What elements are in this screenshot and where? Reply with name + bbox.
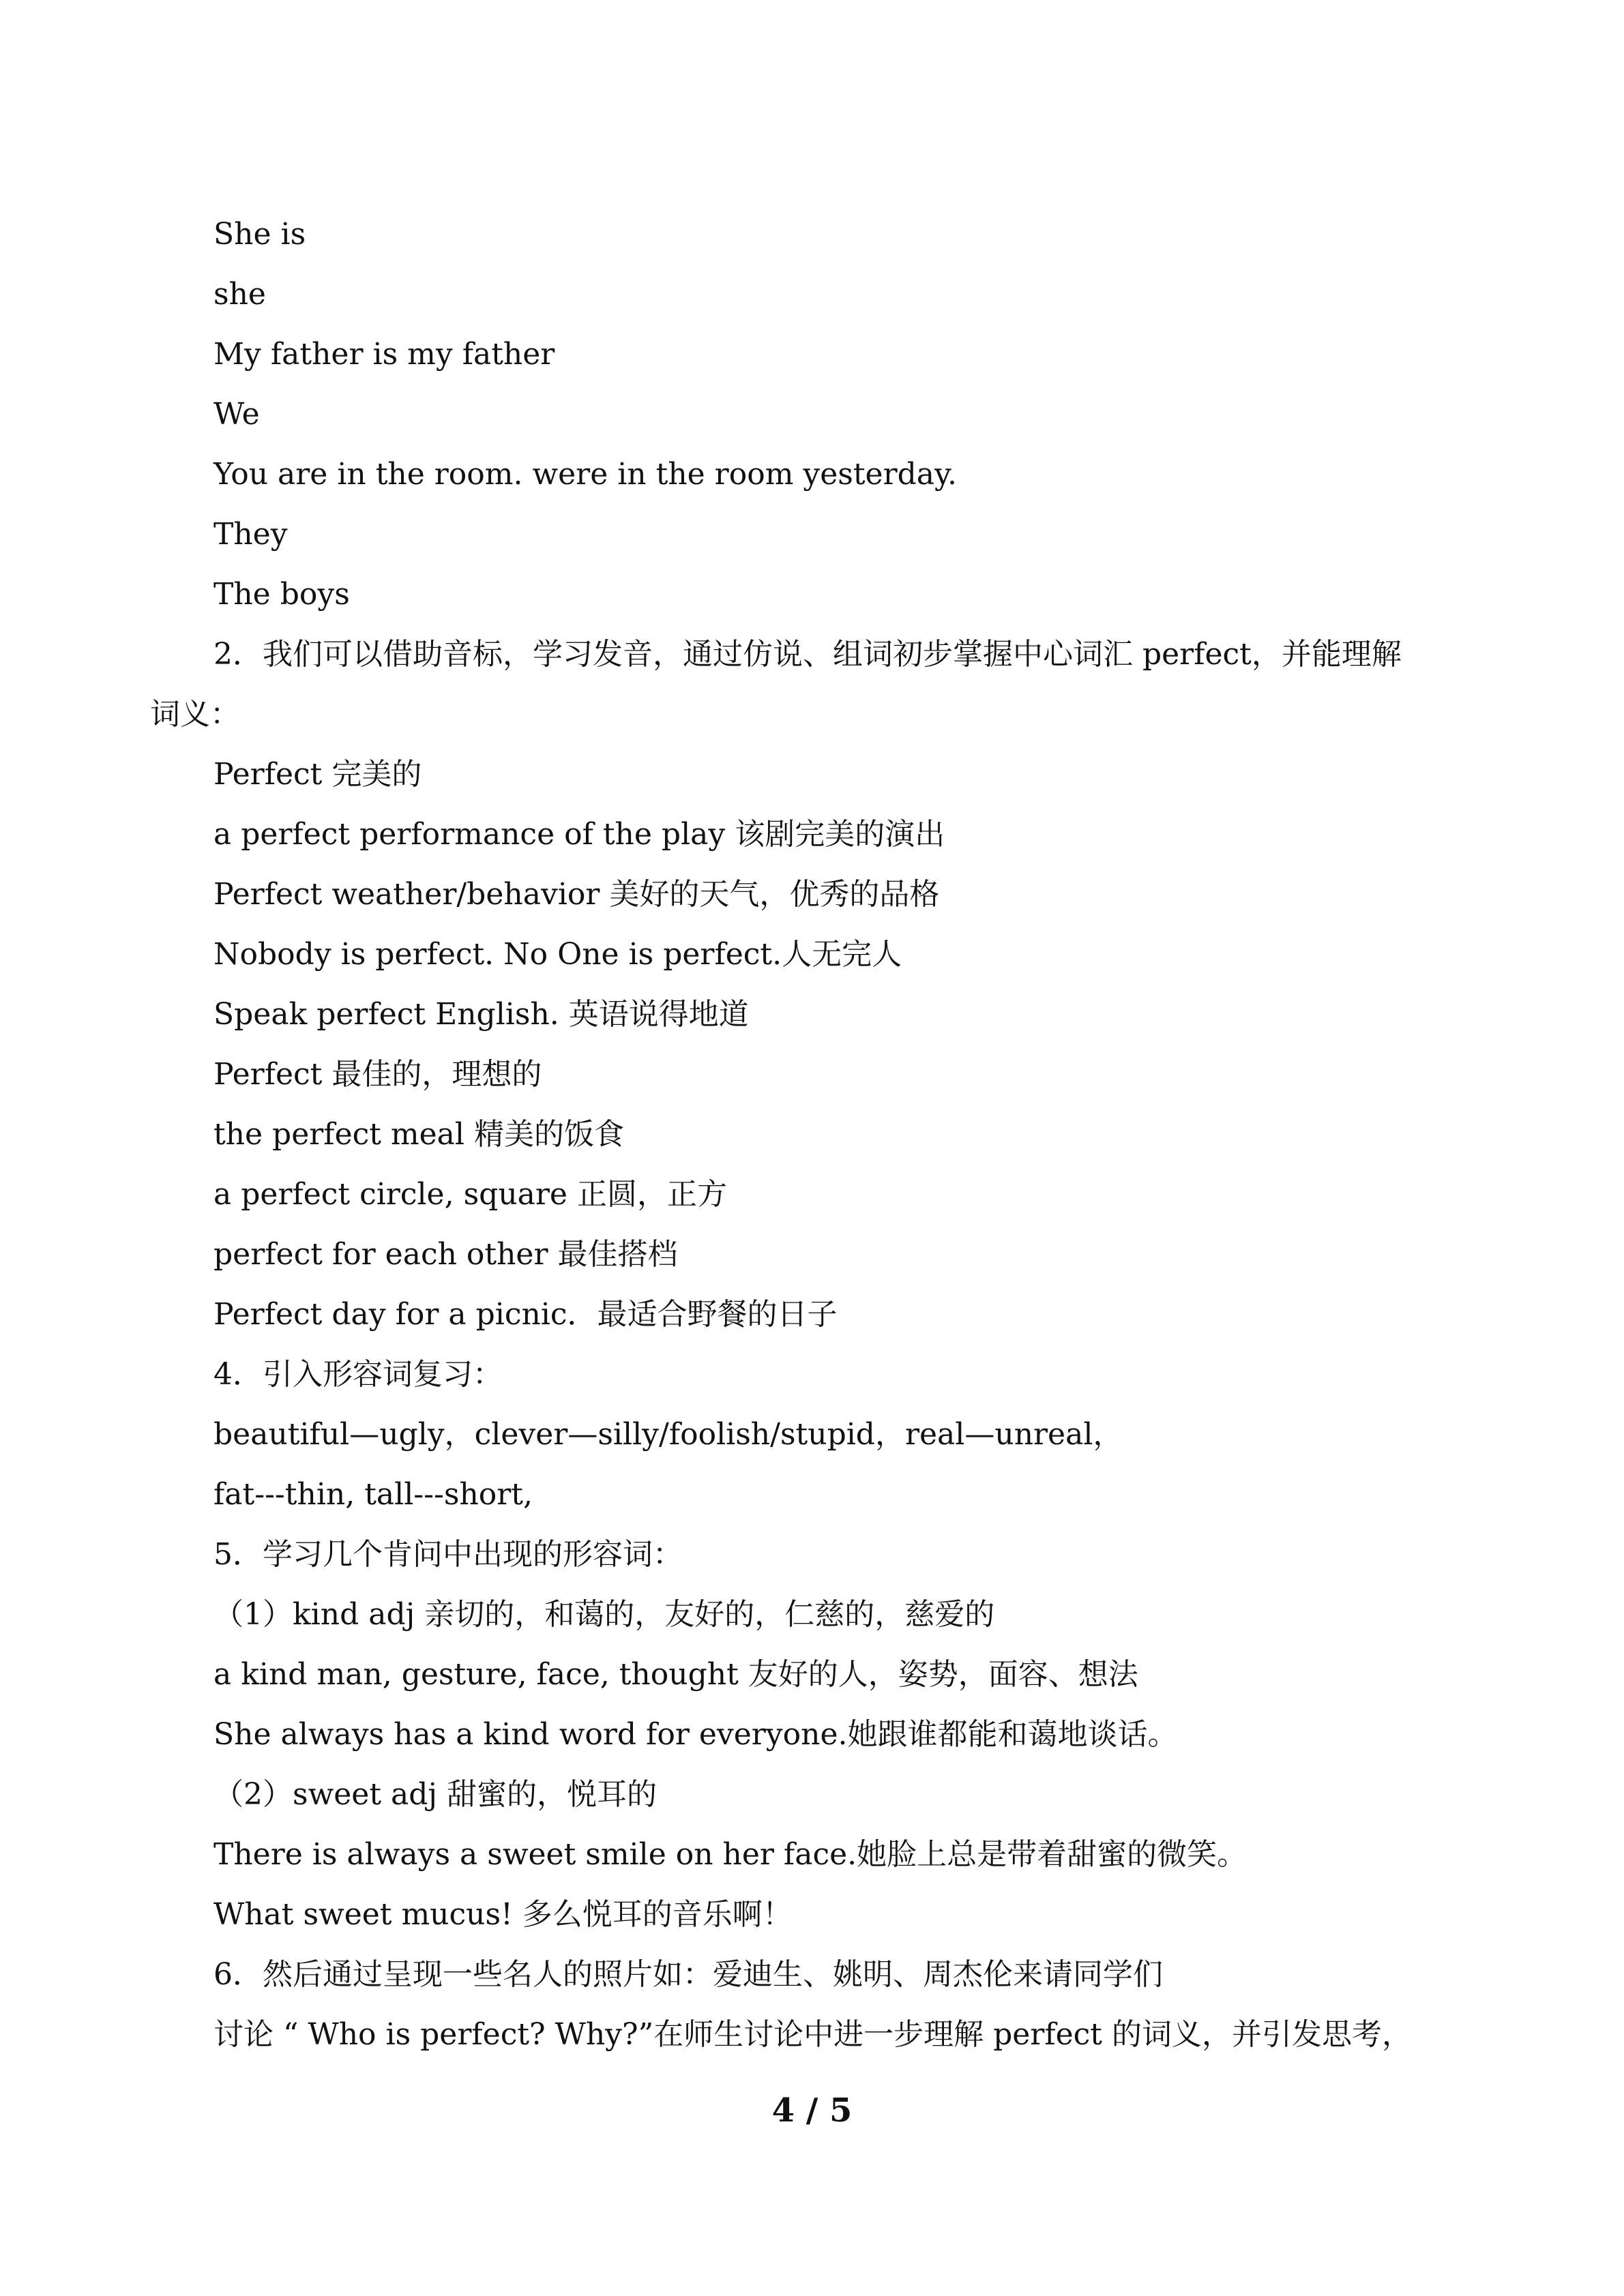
text-line: 讨论 “ Who is perfect? Why?”在师生讨论中进一步理解 perfect 的词义，并引发思考，: [213, 2017, 1412, 2052]
text-line: We: [213, 397, 260, 432]
text-line: My father is my father: [213, 337, 555, 372]
text-line: Perfect 完美的: [213, 757, 422, 792]
text-line: You are in the room. were in the room yesterday.: [213, 457, 958, 492]
text-line: What sweet mucus! 多么悦耳的音乐啊！: [213, 1897, 793, 1932]
text-line: Perfect 最佳的，理想的: [213, 1057, 542, 1092]
text-line: There is always a sweet smile on her face.她脸上总是带着甜蜜的微笑。: [213, 1837, 1247, 1872]
text-line: the perfect meal 精美的饭食: [213, 1117, 624, 1152]
text-line: a kind man, gesture, face, thought 友好的人，姿势，面容、想法: [213, 1657, 1138, 1692]
text-line: a perfect performance of the play 该剧完美的演出: [213, 817, 945, 852]
text-line: a perfect circle, square 正圆，正方: [213, 1177, 727, 1212]
text-line: She is: [213, 217, 306, 252]
text-line: 6．然后通过呈现一些名人的照片如：爱迪生、姚明、周杰伦来请同学们: [213, 1957, 1163, 1992]
text-line: The boys: [213, 577, 350, 612]
text-line: beautiful—ugly，clever—silly/foolish/stupid，real—unreal，: [213, 1417, 1123, 1452]
text-line: 2．我们可以借助音标，学习发音，通过仿说、组词初步掌握中心词汇 perfect，并能理解: [213, 637, 1402, 672]
text-line: Speak perfect English. 英语说得地道: [213, 997, 749, 1032]
text-line: fat---thin, tall---short,: [213, 1477, 533, 1512]
text-line: Nobody is perfect. No One is perfect.人无完人: [213, 937, 902, 972]
text-line: Perfect weather/behavior 美好的天气，优秀的品格: [213, 877, 940, 912]
text-line: （2）sweet adj 甜蜜的，悦耳的: [213, 1777, 658, 1812]
text-line: Perfect day for a picnic．最适合野餐的日子: [213, 1297, 838, 1332]
text-line: She always has a kind word for everyone.她跟谁都能和蔼地谈话。: [213, 1717, 1178, 1752]
text-line: she: [213, 277, 266, 312]
page-number: 4 / 5: [771, 2091, 853, 2130]
text-line: （1）kind adj 亲切的，和蔼的，友好的，仁慈的，慈爱的: [213, 1597, 995, 1632]
text-line: perfect for each other 最佳搭档: [213, 1237, 678, 1272]
text-line: 4．引入形容词复习：: [213, 1357, 503, 1392]
document-body: [150, 205, 1480, 2065]
text-line: 词义：: [150, 697, 240, 732]
text-line: 5．学习几个肯问中出现的形容词：: [213, 1537, 683, 1572]
text-line: They: [213, 517, 288, 552]
